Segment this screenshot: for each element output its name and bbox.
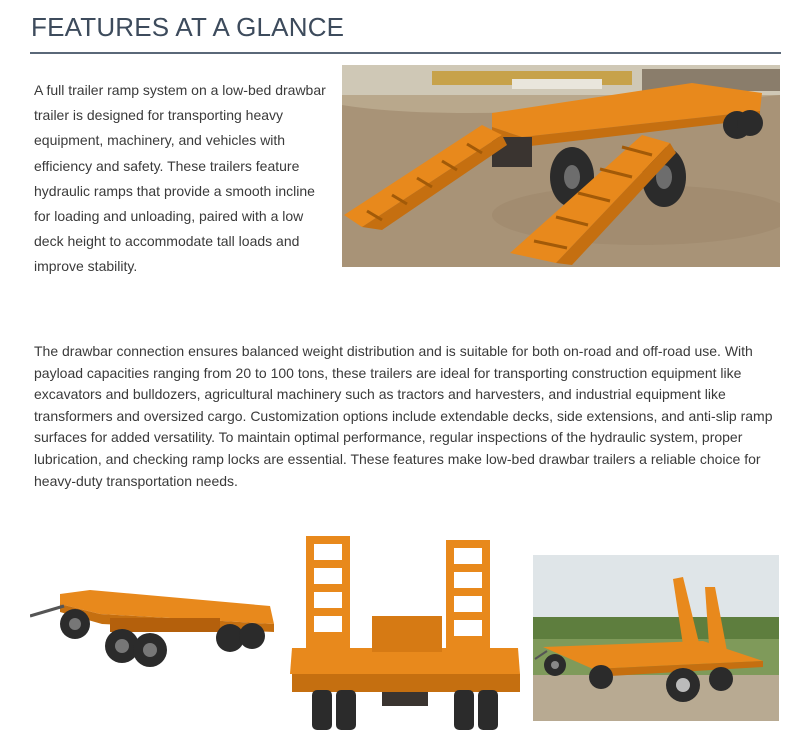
- outdoor-trailer-photo: [533, 555, 779, 721]
- intro-paragraph: A full trailer ramp system on a low-bed drawbar trailer is designed for transporting heavy equipment, machinery, and vehicles with efficiency and safety. These trailers feature hydraulic ramps that provide a smooth incline for loading and unloading, paired with a low deck height to accommodate tall loads and improve stability.: [34, 82, 326, 275]
- raised-ramps-photo: [282, 498, 528, 740]
- title-underline: [30, 52, 781, 54]
- trailer-ramps-photo: [342, 65, 780, 267]
- details-paragraph: The drawbar connection ensures balanced weight distribution and is suitable for both on-road and off-road use. With payload capacities ranging from 20 to 100 tons, these trailers are ideal for transporting construction equipment like excavators and bulldozers, agricultural machinery such as tractors and harvesters, and industrial equipment like transformers and oversized cargo. Customization options include extendable decks, side extensions, and anti-slip ramp surfaces for added versatility. To maintain optimal performance, regular inspections of the hydraulic system, proper lubrication, and checking ramp locks are essential. These features make low-bed drawbar trailers a reliable choice for heavy-duty transportation needs.: [34, 343, 773, 489]
- flat-trailer-photo: [30, 498, 278, 740]
- section-title: FEATURES AT A GLANCE: [31, 12, 345, 42]
